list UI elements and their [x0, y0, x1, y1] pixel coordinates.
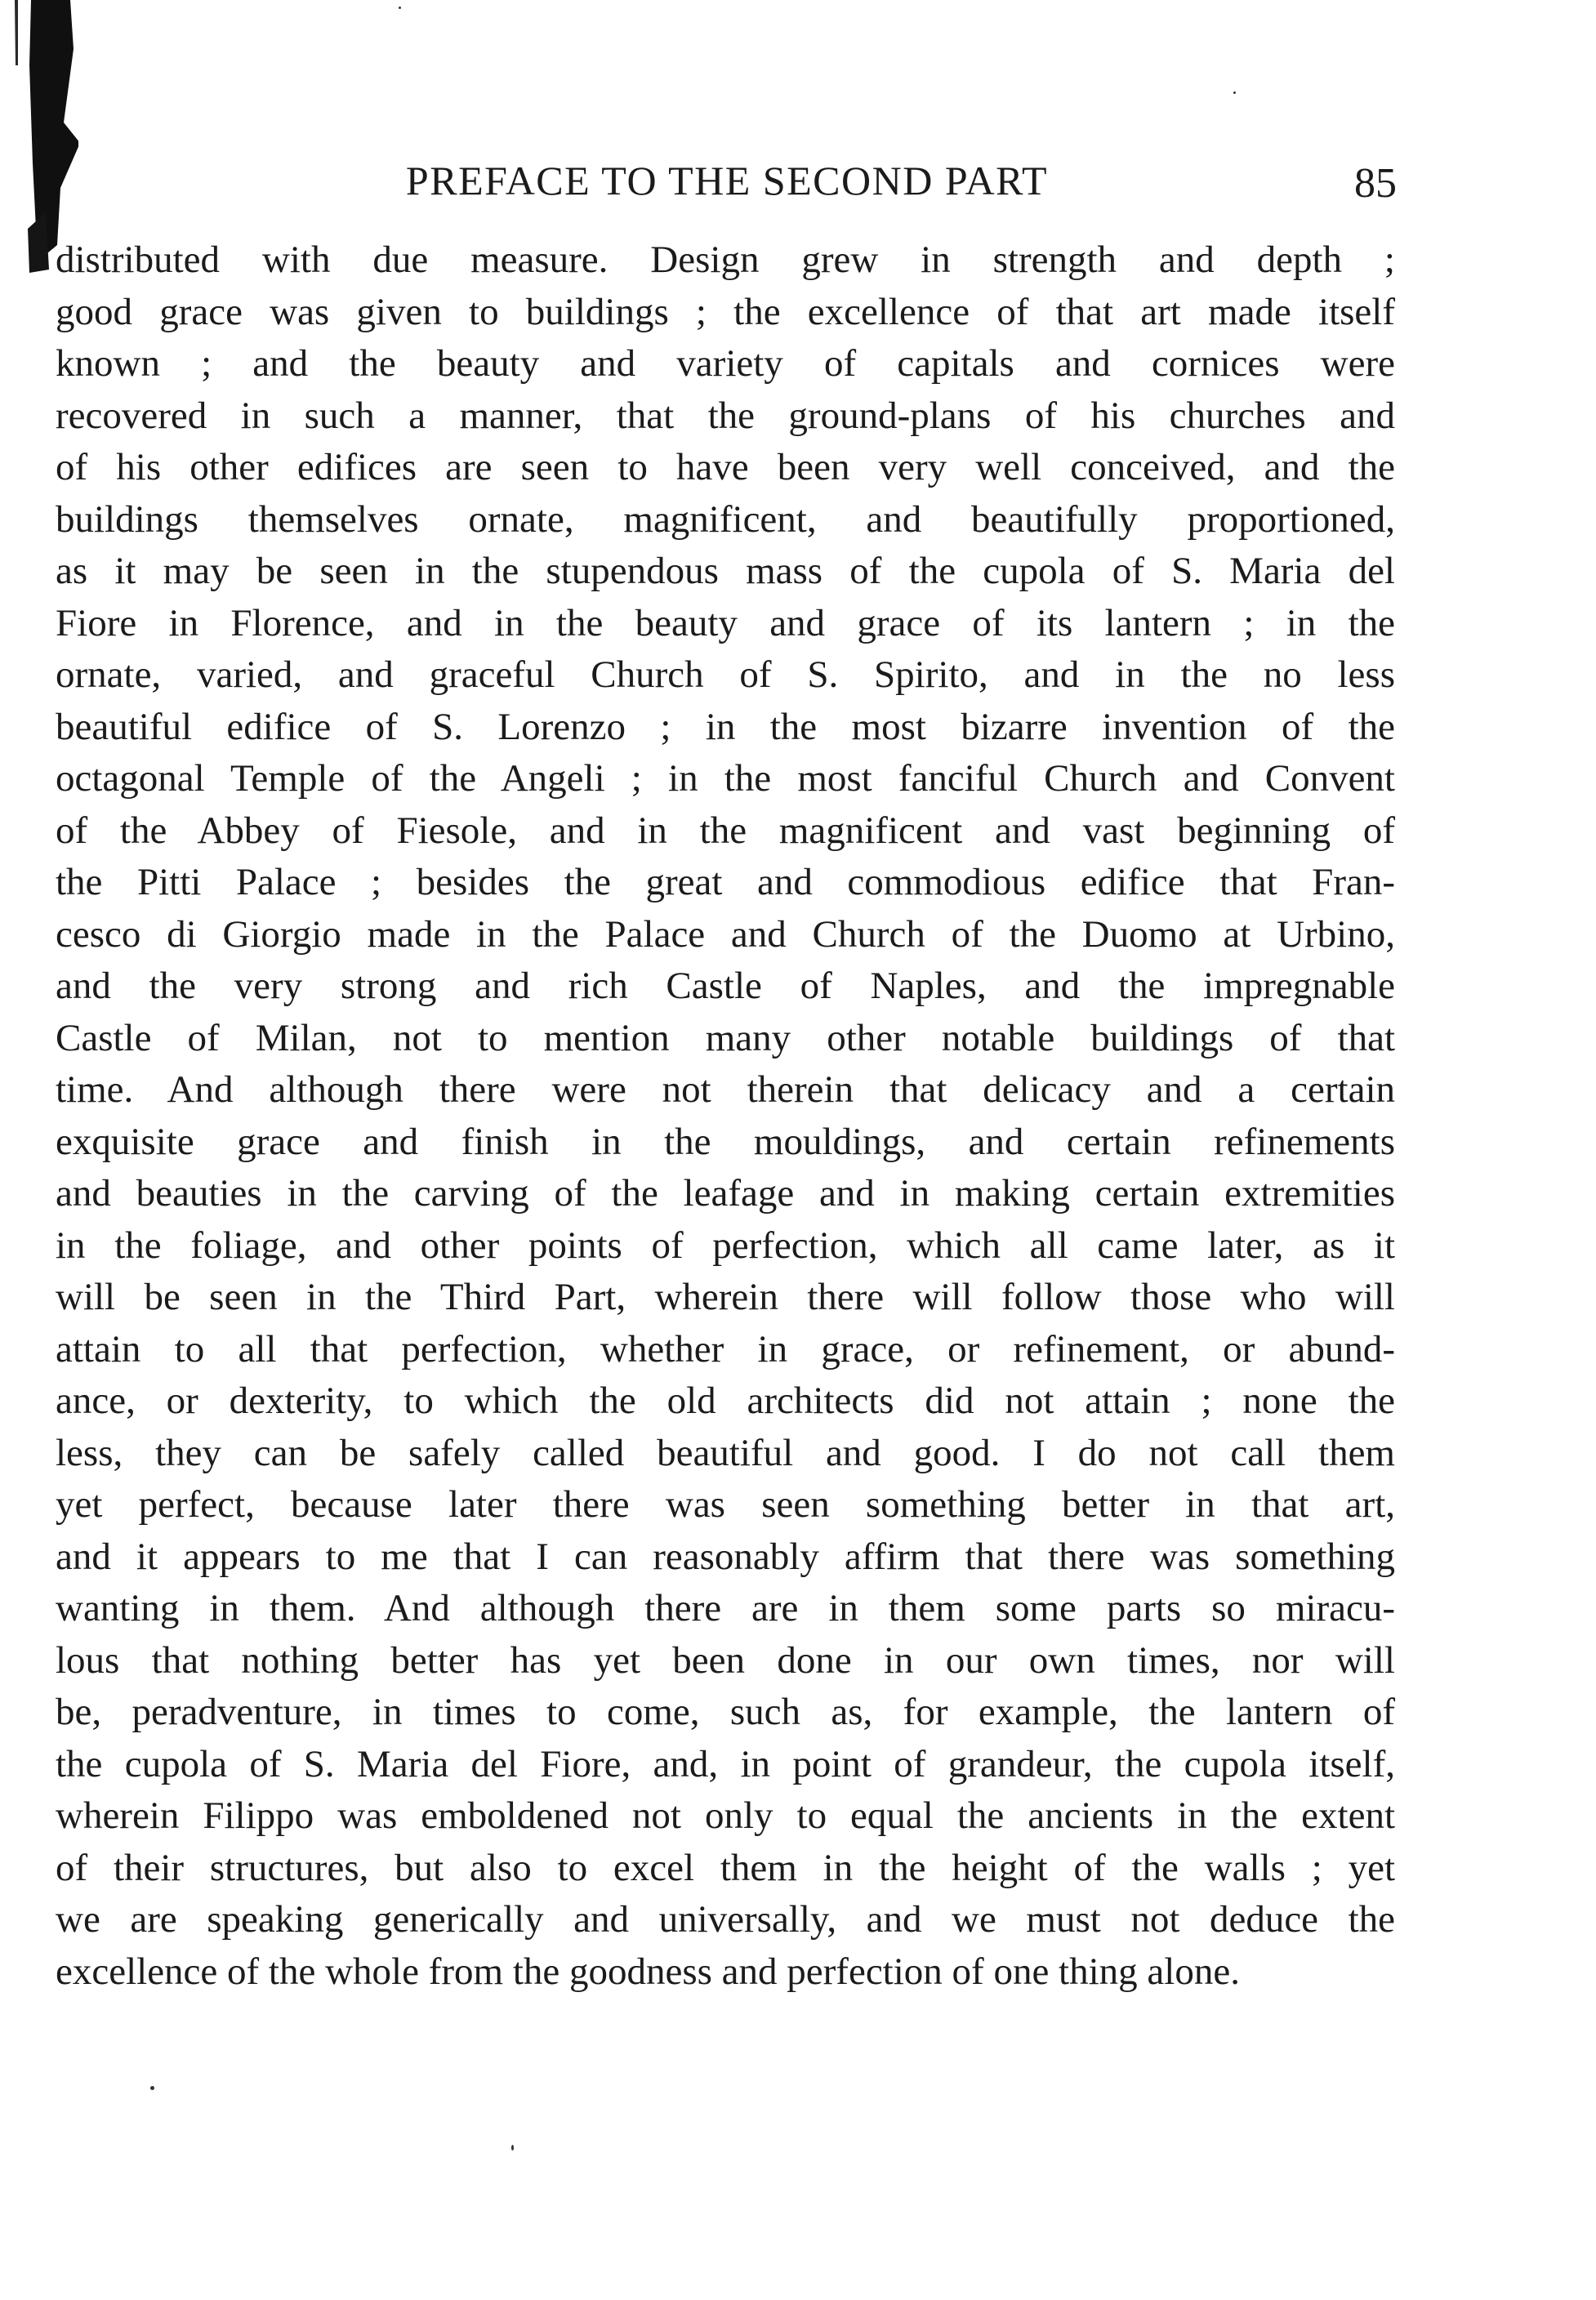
text-line: in the foliage, and other points of perfection, which all came later, as it	[56, 1224, 1395, 1267]
text-line: cesco di Giorgio made in the Palace and Church of the Duomo at Urbino,	[56, 912, 1395, 956]
text-line: of the Abbey of Fiesole, and in the magnificent and vast beginning of	[56, 809, 1395, 852]
text-line: lous that nothing better has yet been done in our own times, nor will	[56, 1638, 1395, 1682]
text-line: of his other edifices are seen to have been very well conceived, and the	[56, 446, 1395, 488]
text-line: Castle of Milan, not to mention many other notable buildings of that	[56, 1016, 1395, 1059]
running-head	[57, 152, 1397, 209]
text-line: and it appears to me that I can reasonably affirm that there was something	[56, 1535, 1395, 1578]
text-line: beautiful edifice of S. Lorenzo ; in the most bizarre invention of the	[56, 705, 1395, 748]
text-line: ornate, varied, and graceful Church of S. Spirito, and in the no less	[56, 653, 1395, 696]
body-text	[56, 234, 1395, 1998]
text-line: of their structures, but also to excel them in the height of the walls ; yet	[56, 1846, 1395, 1889]
text-line: the cupola of S. Maria del Fiore, and, in point of grandeur, the cupola itself,	[56, 1742, 1395, 1785]
text-line: octagonal Temple of the Angeli ; in the most fanciful Church and Convent	[56, 757, 1395, 800]
text-line: wanting in them. And although there are in them some parts so miracu-	[56, 1587, 1395, 1629]
text-line: less, they can be safely called beautiful and good. I do not call them	[56, 1431, 1395, 1474]
text-line: Fiore in Florence, and in the beauty and grace of its lantern ; in the	[56, 601, 1395, 644]
ink-speck	[511, 2145, 514, 2151]
text-line: buildings themselves ornate, magnificent, and beautifully proportioned,	[56, 497, 1395, 541]
text-line: wherein Filippo was emboldened not only to equal the ancients in the extent	[56, 1794, 1395, 1837]
text-line: distributed with due measure. Design grew in strength and depth ;	[56, 238, 1395, 281]
text-line: we are speaking generically and universally, and we must not deduce the	[56, 1898, 1395, 1941]
text-line: and the very strong and rich Castle of Naples, and the impregnable	[56, 965, 1395, 1007]
text-line: attain to all that perfection, whether in grace, or refinement, or abund-	[56, 1327, 1395, 1371]
ink-speck	[1233, 91, 1236, 94]
text-line: yet perfect, because later there was seen something better in that art,	[56, 1483, 1395, 1526]
text-line: excellence of the whole from the goodness and perfection of one thing alone.	[56, 1950, 1240, 1993]
text-line: and beauties in the carving of the leafage and in making certain extremities	[56, 1172, 1395, 1215]
text-line: ance, or dexterity, to which the old architects did not attain ; none the	[56, 1380, 1395, 1422]
text-line: known ; and the beauty and variety of capitals and cornices were	[56, 342, 1395, 385]
text-line: as it may be seen in the stupendous mass of the cupola of S. Maria del	[56, 550, 1395, 592]
text-line: good grace was given to buildings ; the excellence of that art made itself	[56, 290, 1395, 333]
text-line: be, peradventure, in times to come, such as, for example, the lantern of	[56, 1691, 1395, 1733]
text-line: time. And although there were not therein that delicacy and a certain	[56, 1068, 1395, 1111]
page-number: 85	[1354, 160, 1397, 207]
text-line: will be seen in the Third Part, wherein there will follow those who will	[56, 1276, 1395, 1318]
text-line: the Pitti Palace ; besides the great and commodious edifice that Fran-	[56, 861, 1395, 903]
text-line: recovered in such a manner, that the ground-plans of his churches and	[56, 394, 1395, 437]
text-line: exquisite grace and finish in the mouldings, and certain refinements	[56, 1120, 1395, 1163]
ink-speck	[399, 7, 401, 9]
ink-speck	[150, 2086, 154, 2090]
running-title: PREFACE TO THE SECOND PART	[405, 158, 1049, 203]
